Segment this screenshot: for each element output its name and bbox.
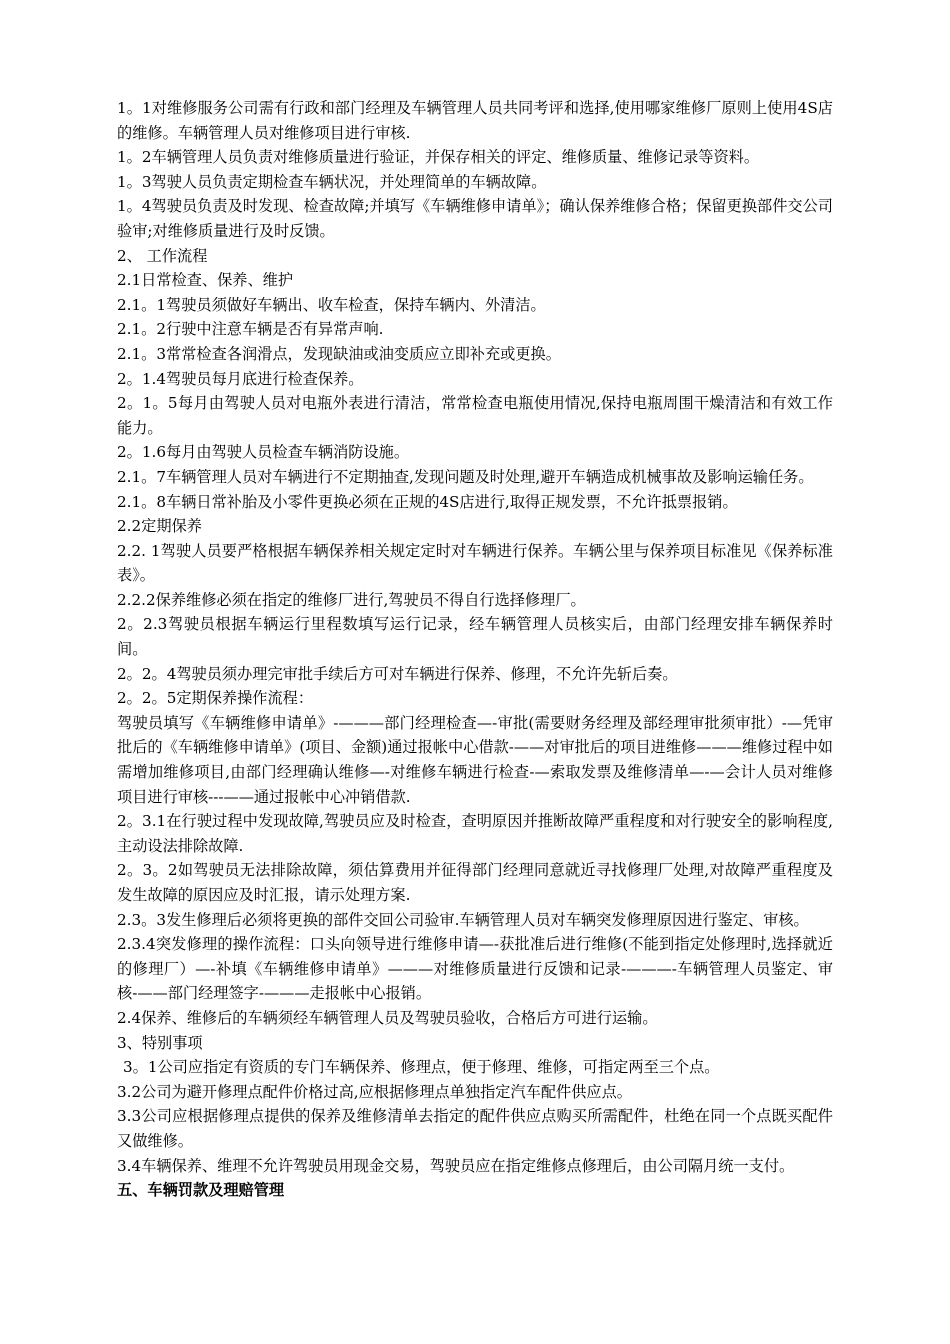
paragraph-2-3-2: 2。3。2如驾驶员无法排除故障，须估算费用并征得部门经理同意就近寻找修理厂处理,对故障严重程度及发生故障的原因应及时汇报，请示处理方案.: [117, 861, 833, 904]
heading-special-items: 3、特别事项: [117, 1033, 203, 1052]
heading-2-2: 2.2定期保养: [117, 517, 202, 536]
paragraph-2-1-3: 2.1。3常常检查各润滑点，发现缺油或油变质应立即补充或更换。: [117, 344, 561, 363]
paragraph-1-4: 1。4驾驶员负责及时发现、检查故障;并填写《车辆维修申请单》；确认保养维修合格；保留更换部件交公司验审;对维修质量进行及时反馈。: [117, 197, 833, 240]
heading-work-process: 2、 工作流程: [117, 246, 208, 265]
paragraph-2-1-7: 2.1。7车辆管理人员对车辆进行不定期抽查,发现问题及时处理,避开车辆造成机械事故及影响运输任务。: [117, 467, 814, 486]
paragraph-2-1-2: 2.1。2行驶中注意车辆是否有异常声响.: [117, 320, 384, 339]
paragraph-2-3-1: 2。3.1在行驶过程中发现故障,驾驶员应及时检查，查明原因并推断故障严重程度和对行驶安全的影响程度,主动设法排除故障.: [117, 812, 833, 855]
paragraph-1-3: 1。3驾驶人员负责定期检查车辆状况，并处理简单的车辆故障。: [117, 172, 547, 191]
paragraph-2-2-5: 2。2。5定期保养操作流程：: [117, 689, 314, 708]
paragraph-3-2: 3.2公司为避开修理点配件价格过高,应根据修理点单独指定汽车配件供应点。: [117, 1082, 632, 1101]
paragraph-2-3-4: 2.3.4突发修理的操作流程：口头向领导进行维修申请—-获批准后进行维修(不能到指定处修理时,选择就近的修理厂）—-补填《车辆维修申请单》———对维修质量进行反馈和记录-———-车辆管理人员鉴定、审核-——部门经理签字-———走报帐中心报销。: [117, 935, 833, 1003]
section-heading-fines-claims: 五、车辆罚款及理赔管理: [117, 1181, 285, 1200]
paragraph-1-1: 1。1对维修服务公司需有行政和部门经理及车辆管理人员共同考评和选择,使用哪家维修厂原则上使用4S店的维修。车辆管理人员对维修项目进行审核.: [117, 99, 833, 142]
paragraph-2-1-8: 2.1。8车辆日常补胎及小零件更换必须在正规的4S店进行,取得正规发票，不允许抵票报销。: [117, 492, 738, 511]
paragraph-2-2-3: 2。2.3驾驶员根据车辆运行里程数填写运行记录，经车辆管理人员核实后，由部门经理安排车辆保养时间。: [117, 615, 833, 659]
paragraph-3-4: 3.4车辆保养、维理不允许驾驶员用现金交易，驾驶员应在指定维修点修理后，由公司隔月统一支付。: [117, 1156, 795, 1175]
paragraph-maintenance-flow: 驾驶员填写《车辆维修申请单》-———部门经理检查—-审批(需要财务经理及部经理审批须审批）-—凭审批后的《车辆维修申请单》(项目、金额)通过报帐中心借款-——对审批后的项目进维修———维修过程中如需增加维修项目,由部门经理确认维修—-对维修车辆进行检查-—索取发票及维修清单—-—会计人员对维修项目进行审核---——通过报帐中心冲销借款.: [117, 713, 833, 806]
paragraph-2-3-3: 2.3。3发生修理后必须将更换的部件交回公司验审.车辆管理人员对车辆突发修理原因进行鉴定、审核。: [117, 910, 809, 929]
paragraph-2-1-4: 2。1.4驾驶员每月底进行检查保养。: [117, 369, 364, 388]
paragraph-2-1-1: 2.1。1驾驶员须做好车辆出、收车检查，保持车辆内、外清洁。: [117, 295, 546, 314]
document-body: [117, 96, 833, 1203]
paragraph-3-1: 3。1公司应指定有资质的专门车辆保养、修理点，便于修理、维修，可指定两至三个点。: [123, 1058, 720, 1077]
paragraph-2-2-2: 2.2.2保养维修必须在指定的维修厂进行,驾驶员不得自行选择修理厂。: [117, 590, 586, 609]
paragraph-2-4: 2.4保养、维修后的车辆须经车辆管理人员及驾驶员验收，合格后方可进行运输。: [117, 1008, 658, 1027]
paragraph-2-1-5: 2。1。5每月由驾驶人员对电瓶外表进行清洁，常常检查电瓶使用情况,保持电瓶周围干燥清洁和有效工作能力。: [117, 394, 833, 437]
paragraph-2-1-6: 2。1.6每月由驾驶人员检查车辆消防设施。: [117, 443, 410, 462]
paragraph-1-2: 1。2车辆管理人员负责对维修质量进行验证，并保存相关的评定、维修质量、维修记录等资料。: [117, 148, 760, 167]
heading-2-1: 2.1日常检查、保养、维护: [117, 271, 294, 290]
paragraph-2-2-1: 2.2. 1驾驶人员要严格根据车辆保养相关规定定时对车辆进行保养。车辆公里与保养项目标准见《保养标准表》。: [117, 541, 833, 585]
paragraph-3-3: 3.3公司应根据修理点提供的保养及维修清单去指定的配件供应点购买所需配件，杜绝在同一个点既买配件又做维修。: [117, 1107, 833, 1150]
paragraph-2-2-4: 2。2。4驾驶员须办理完审批手续后方可对车辆进行保养、修理，不允许先斩后奏。: [117, 664, 678, 683]
